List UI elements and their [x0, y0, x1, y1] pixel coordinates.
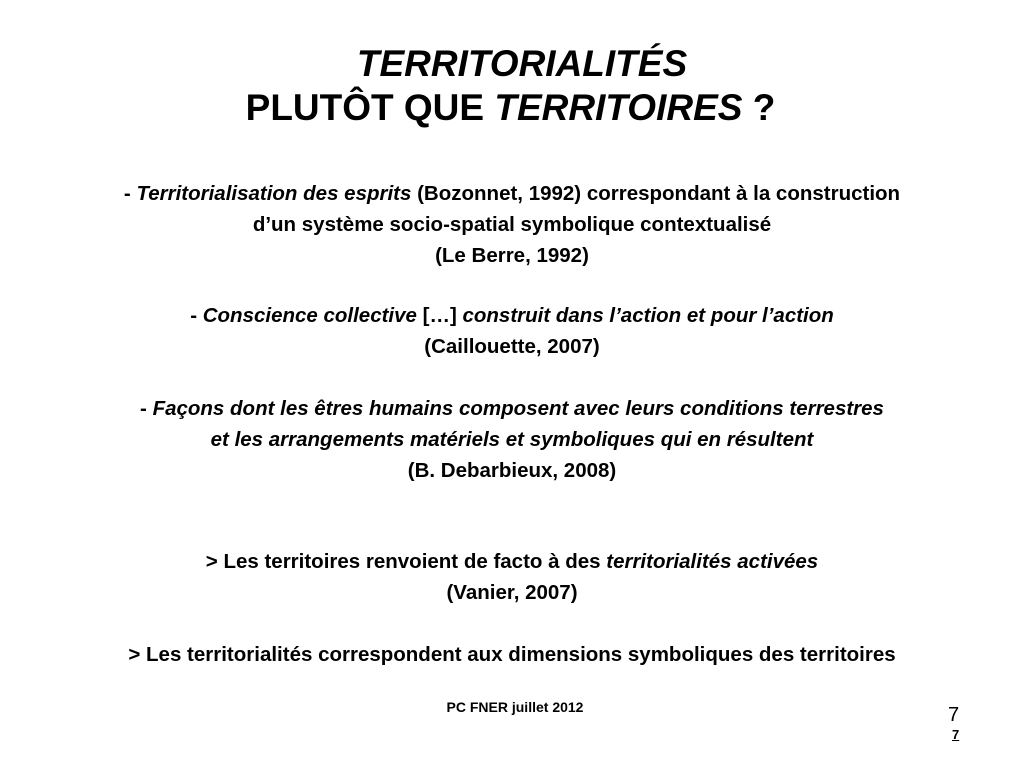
- conclusion-1-italic: territorialités activées: [606, 550, 819, 573]
- item-2-citation: (Caillouette, 2007): [424, 335, 600, 358]
- page-number: 7: [948, 704, 960, 726]
- item-2-prefix: -: [190, 304, 203, 327]
- item-2-middle: […]: [416, 304, 463, 327]
- item-conscience-collective: [0, 300, 1024, 362]
- title-line-2-italic: TERRITOIRES: [494, 87, 743, 128]
- item-1-line-1: [0, 178, 1024, 209]
- item-2-italic: Conscience collective: [202, 304, 417, 327]
- item-3-line-1: [0, 393, 1024, 424]
- item-1-line-2: d’un système socio-spatial symbolique contextualisé: [252, 213, 772, 236]
- conclusion-2: [0, 639, 1024, 670]
- slide-footer: PC FNER juillet 2012: [446, 699, 584, 715]
- conclusion-1: [0, 546, 1024, 608]
- title-line-2-plain: PLUTÔT QUE: [245, 87, 495, 128]
- page-number-small: 7: [952, 727, 960, 742]
- item-1-citation: (Le Berre, 1992): [435, 244, 589, 267]
- item-2-italic-2: construit dans l’action et pour l’action: [462, 304, 834, 327]
- item-facons: [0, 393, 1024, 486]
- item-territorialisation: [0, 178, 1024, 271]
- item-3-citation: (B. Debarbieux, 2008): [407, 459, 617, 482]
- item-3-italic: Façons dont les êtres humains composent avec leurs conditions terrestres: [152, 397, 884, 420]
- item-2-line-1: [0, 300, 1024, 331]
- conclusion-1-line: [0, 546, 1024, 577]
- item-1-italic: Territorialisation des esprits: [136, 182, 412, 205]
- item-1-rest: (Bozonnet, 1992) correspondant à la construction: [411, 182, 901, 205]
- item-3-prefix: -: [140, 397, 153, 420]
- item-3-line-2: et les arrangements matériels et symboliques qui en résultent: [210, 428, 814, 451]
- conclusion-1-citation: (Vanier, 2007): [446, 581, 578, 604]
- title-line-2: [0, 86, 1024, 130]
- item-1-prefix: -: [123, 182, 137, 205]
- conclusion-2-line: > Les territorialités correspondent aux dimensions symboliques des territoires: [128, 643, 896, 666]
- conclusion-1-plain: > Les territoires renvoient de facto à des: [205, 550, 607, 573]
- title-line-1: TERRITORIALITÉS: [356, 43, 688, 84]
- title-line-2-end: ?: [742, 87, 776, 128]
- slide-title: [0, 42, 1024, 130]
